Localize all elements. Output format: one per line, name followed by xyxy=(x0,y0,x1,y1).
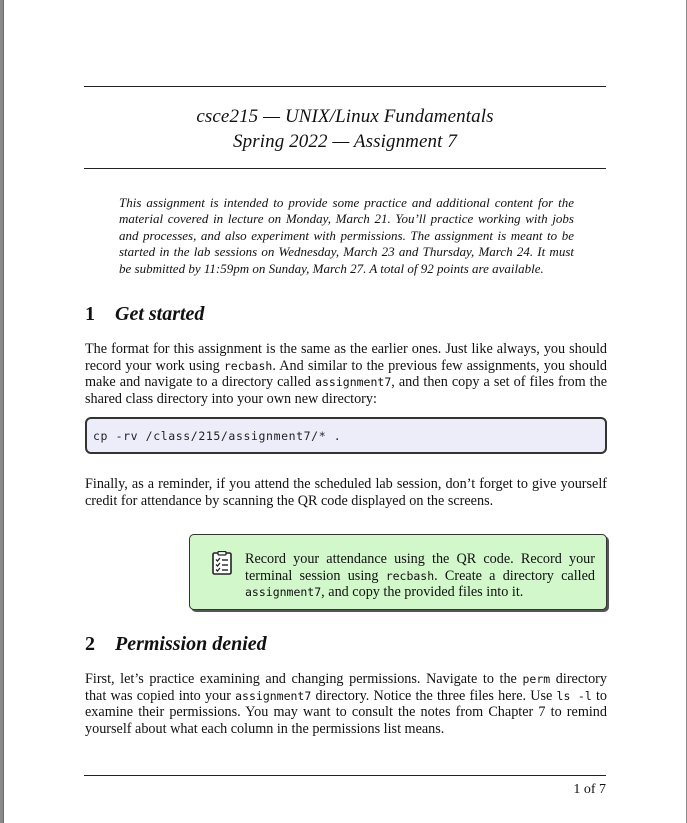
text-run: Record your attendance using the QR code. Record your terminal session using xyxy=(245,551,595,584)
paragraph-permissions xyxy=(85,671,607,737)
header-bottom-rule xyxy=(84,168,606,169)
task-note-text xyxy=(245,551,595,601)
inline-code: ls -l xyxy=(556,688,592,703)
text-run: . And similar to the previous few assignments, you should make and navigate to a directory called xyxy=(85,357,608,391)
inline-code: assignment7 xyxy=(245,585,322,600)
paragraph-attendance-reminder: Finally, as a reminder, if you attend the scheduled lab session, don’t forget to give yourself credit for attendance by scanning the QR code displayed on the screens. xyxy=(85,476,607,509)
section-title: Permission denied xyxy=(115,633,267,655)
section-number: 2 xyxy=(85,633,95,655)
section-heading-get-started xyxy=(85,303,204,326)
inline-code: recbash xyxy=(385,568,435,583)
text-run: . Create a directory called xyxy=(434,567,595,584)
section-title: Get started xyxy=(115,303,205,325)
document-page xyxy=(3,0,686,823)
abstract: This assignment is intended to provide some practice and additional content for the material covered in lecture on Monday, March 21. You’ll practice working with jobs and processes, and also experiment with permissions. The assignment is meant to be started in the lab sessions on Wednesday, March 23 and Thursday, March 24. It must be submitted by 11:59pm on Sunday, March 27. A total of 92 points are available. xyxy=(119,195,574,276)
text-run: , and then copy a set of files from the shared class directory into your own new directory: xyxy=(85,374,607,407)
inline-code: perm xyxy=(522,672,551,686)
command-code-block xyxy=(85,417,607,454)
text-run: directory that was copied into your xyxy=(85,671,607,704)
text-run: , and copy the provided files into it. xyxy=(321,584,524,601)
task-note-box xyxy=(189,534,607,610)
text-run: to examine their permissions. You may want to consult the notes from Chapter 7 to remind yourself about what each column in the permissions list means. xyxy=(85,687,607,737)
inline-code: recbash xyxy=(223,358,273,373)
inline-code: assignment7 xyxy=(315,375,392,390)
page-number: 1 of 7 xyxy=(573,782,606,797)
command-text: cp -rv /class/215/assignment7/* . xyxy=(93,429,342,443)
inline-code: assignment7 xyxy=(235,688,312,703)
text-run: The format for this assignment is the same as the earlier ones. Just like always, you should record your work using xyxy=(85,341,607,374)
text-run: First, let’s practice examining and changing permissions. Navigate to the xyxy=(85,671,523,687)
section-heading-permission-denied xyxy=(85,633,267,656)
header-top-rule xyxy=(84,86,606,87)
document-title: csce215 — UNIX/Linux Fundamentals xyxy=(196,106,494,127)
paragraph-get-started xyxy=(85,341,607,407)
text-run: directory. Notice the three files here. Use xyxy=(311,687,557,704)
checklist-icon xyxy=(212,551,232,575)
document-subtitle: Spring 2022 — Assignment 7 xyxy=(233,131,457,152)
section-number: 1 xyxy=(85,303,95,325)
footer-rule xyxy=(84,775,606,776)
